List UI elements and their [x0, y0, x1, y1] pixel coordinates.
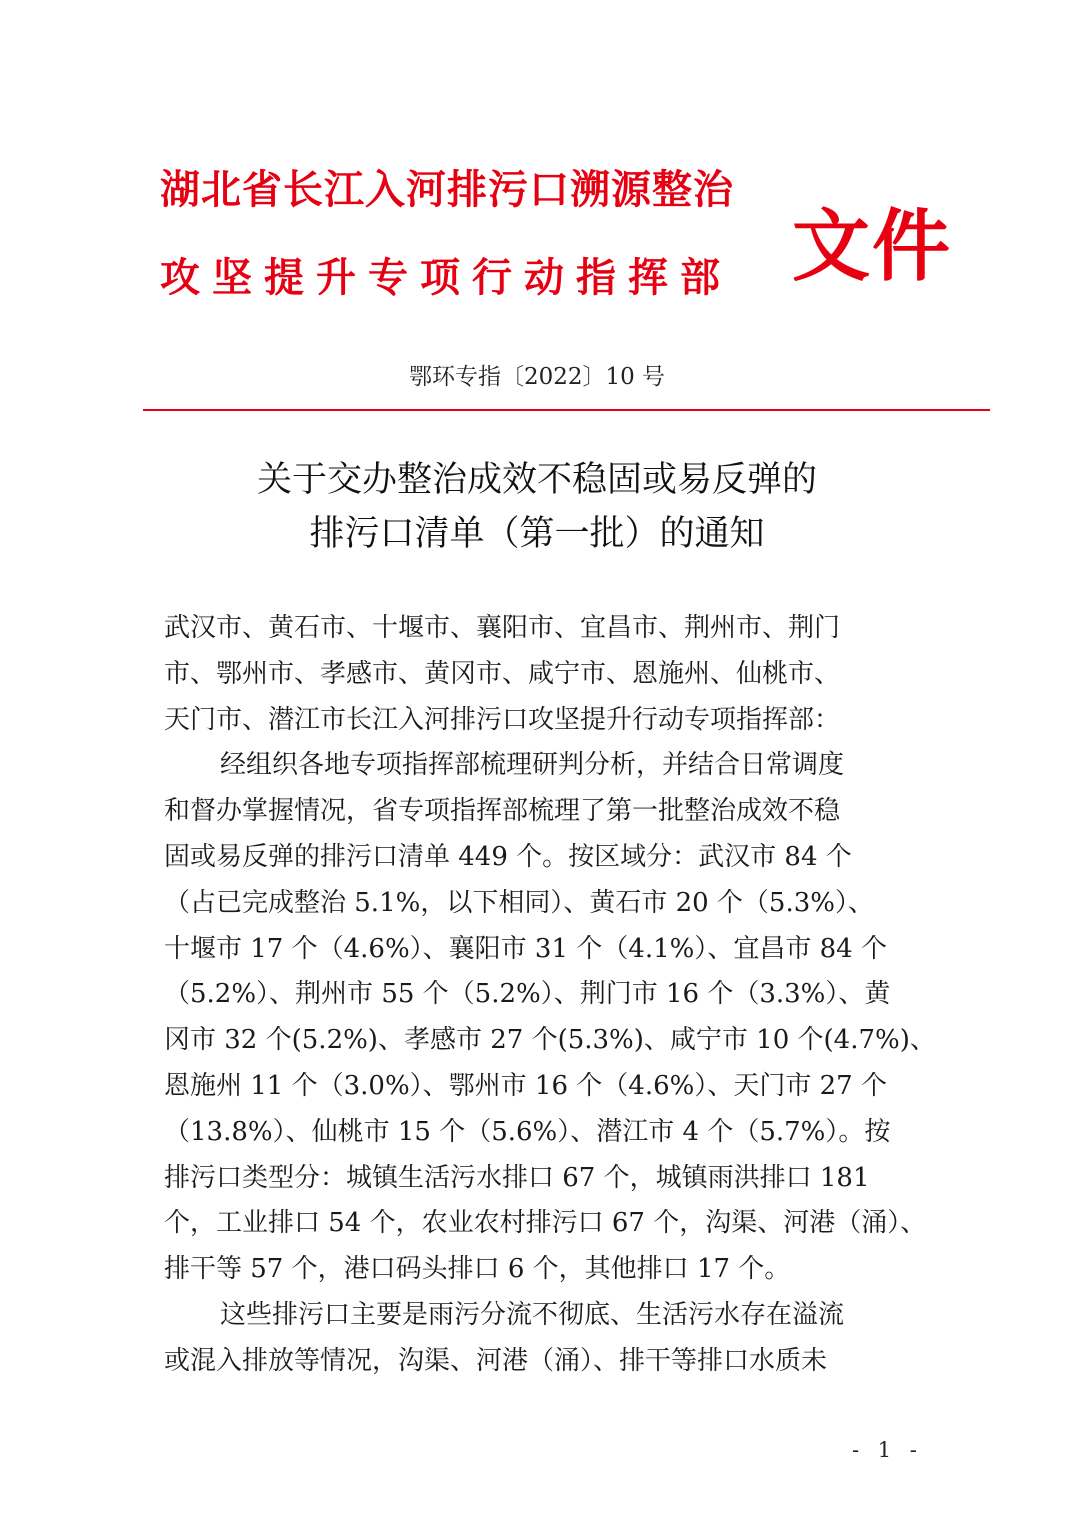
body-line-text: 个，工业排口 54 个，农业农村排污口 67 个，沟渠、河港（涌）、	[164, 1208, 927, 1239]
page-number: - 1 -	[852, 1438, 923, 1462]
body-line	[164, 606, 916, 652]
document-title-line-1: 关于交办整治成效不稳固或易反弹的	[256, 460, 817, 500]
body-line	[164, 1156, 916, 1202]
body-line	[164, 1247, 916, 1293]
body-line-text: 和督办掌握情况，省专项指挥部梳理了第一批整治成效不稳	[164, 796, 841, 827]
body-line-text: 恩施州 11 个（3.0%）、鄂州市 16 个（4.6%）、天门市 27 个	[164, 1070, 887, 1101]
body-line	[164, 698, 916, 744]
body-line	[164, 1201, 927, 1247]
body-line-text: 十堰市 17 个（4.6%）、襄阳市 31 个（4.1%）、宜昌市 84 个	[164, 933, 887, 964]
body-line	[164, 1018, 936, 1064]
body-line-text: 武汉市、黄石市、十堰市、襄阳市、宜昌市、荆州市、荆门	[164, 613, 841, 643]
document-header	[160, 150, 980, 310]
body-line-text: 或混入排放等情况，沟渠、河港（涌）、排干等排口水质未	[164, 1345, 828, 1376]
body-line-text: 这些排污口主要是雨污分流不彻底、生活污水存在溢流	[220, 1299, 845, 1330]
body-line-text: 固或易反弹的排污口清单 449 个。按区域分：武汉市 84 个	[164, 841, 852, 872]
body-line	[164, 1064, 916, 1110]
body-line-text: 市、鄂州市、孝感市、黄冈市、咸宁市、恩施州、仙桃市、	[164, 658, 841, 689]
body-line	[164, 972, 916, 1018]
document-number: 鄂环专指〔2022〕10 号	[408, 364, 666, 390]
body-line-text: （13.8%）、仙桃市 15 个（5.6%）、潜江市 4 个（5.7%）。按	[164, 1116, 891, 1147]
document-body	[164, 606, 936, 1385]
body-line	[164, 927, 916, 973]
body-line-paragraph-start	[164, 743, 916, 789]
body-line-text: 排干等 57 个，港口码头排口 6 个，其他排口 17 个。	[164, 1254, 791, 1285]
body-line	[164, 789, 916, 835]
body-line-paragraph-start	[164, 1293, 916, 1339]
issuer-name-line-1: 湖北省长江入河排污口溯源整治	[160, 167, 734, 213]
issuer-name-line-2: 攻坚提升专项行动指挥部	[160, 255, 732, 301]
body-line-text: 经组织各地专项指挥部梳理研判分析，并结合日常调度	[220, 750, 845, 781]
body-line-text: 天门市、潜江市长江入河排污口攻坚提升行动专项指挥部：	[164, 704, 841, 735]
body-line	[164, 881, 916, 927]
body-line-text: （占已完成整治 5.1%，以下相同）、黄石市 20 个（5.3%）、	[164, 887, 874, 918]
body-line-text: 冈市 32 个(5.2%)、孝感市 27 个(5.3%)、咸宁市 10 个(4.7%)、	[164, 1025, 936, 1056]
body-line-text: （5.2%）、荆州市 55 个（5.2%）、荆门市 16 个（3.3%）、黄	[164, 979, 891, 1010]
body-line	[164, 1339, 916, 1385]
document-type-word: 文件	[792, 202, 953, 292]
document-title-line-2: 排污口清单（第一批）的通知	[309, 514, 765, 554]
body-line-text: 排污口类型分：城镇生活污水排口 67 个，城镇雨洪排口 181	[164, 1162, 870, 1193]
body-line	[164, 652, 916, 698]
red-divider-line	[143, 409, 990, 411]
body-line	[164, 835, 916, 881]
body-line	[164, 1110, 916, 1156]
